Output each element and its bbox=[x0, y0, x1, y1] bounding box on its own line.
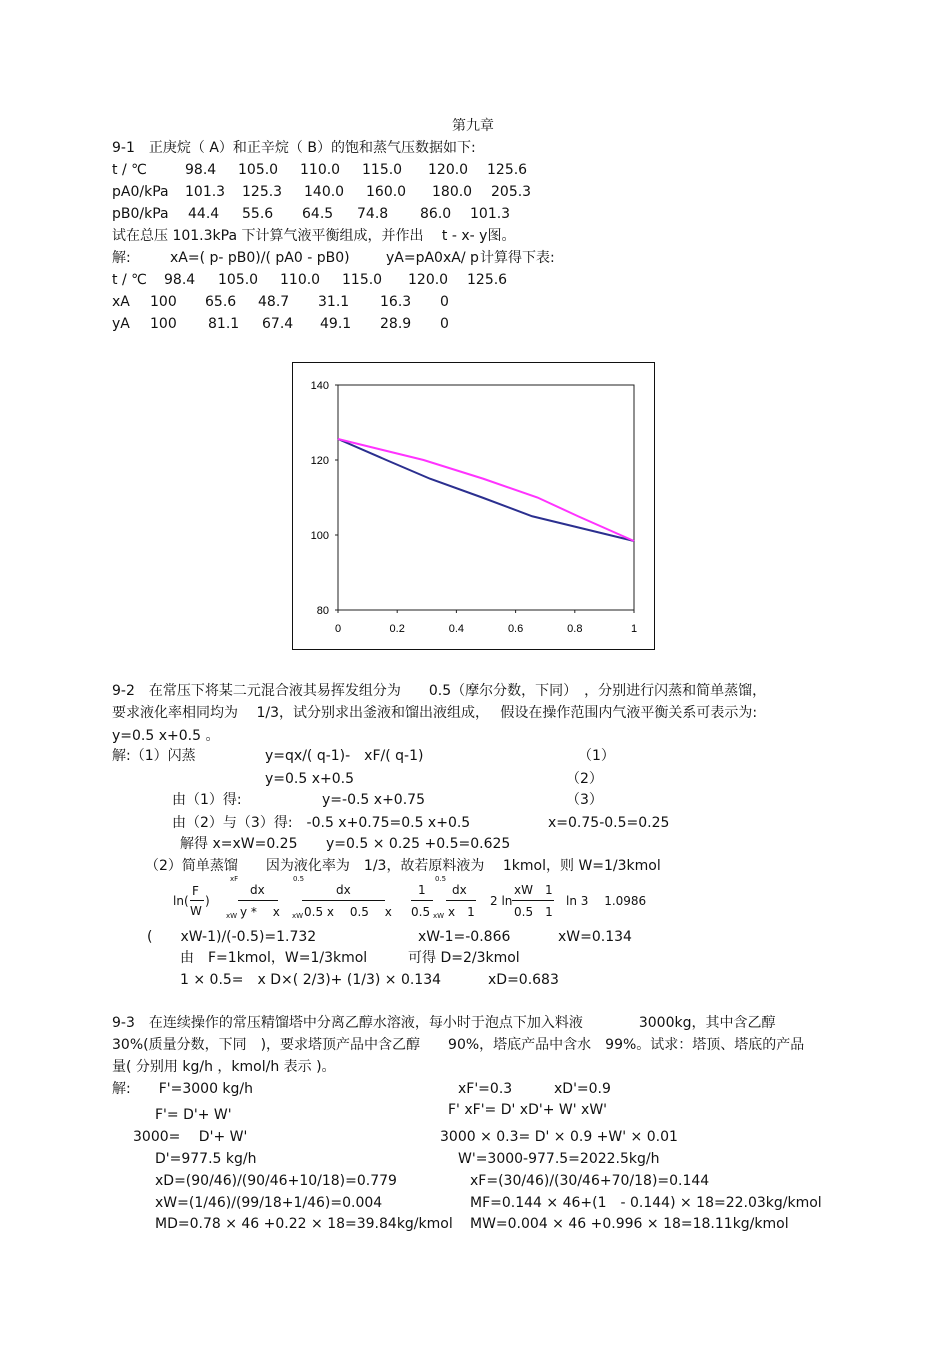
table-cell: 125.6 bbox=[487, 162, 528, 178]
xA-label: xA bbox=[112, 294, 130, 310]
table-cell: 110.0 bbox=[300, 162, 341, 178]
step-result: xW=0.134 bbox=[558, 929, 632, 945]
table-cell: 48.7 bbox=[258, 294, 290, 310]
step-result: D'=977.5 kg/h bbox=[155, 1151, 257, 1167]
step-result: MW=0.004 × 46 +0.996 × 18=18.11kg/kmol bbox=[470, 1216, 789, 1232]
integral-upper: 0.5 bbox=[435, 875, 447, 883]
x-tick-label: 1 bbox=[630, 623, 638, 635]
table-cell: 160.0 bbox=[366, 184, 407, 200]
equation-1: y=qx/( q-1)- xF/( q-1) bbox=[265, 748, 424, 764]
table-cell: 28.9 bbox=[380, 316, 412, 332]
integral-upper: 0.5 bbox=[293, 875, 305, 883]
solution-flash-label: 解:（1）闪蒸 bbox=[112, 748, 196, 764]
fraction-denominator: x 1 bbox=[448, 905, 475, 919]
x-tick-label: 0.2 bbox=[389, 623, 405, 635]
fraction-numerator: 1 bbox=[418, 883, 426, 897]
table-cell: 16.3 bbox=[380, 294, 412, 310]
table-cell: 105.0 bbox=[238, 162, 279, 178]
table-cell: 44.4 bbox=[188, 206, 220, 222]
fraction-denominator: 0.5 1 bbox=[514, 905, 553, 919]
equation: 3000= D'+ W' bbox=[133, 1129, 248, 1145]
step-result: xW-1=-0.866 bbox=[418, 929, 511, 945]
table-cell: 98.4 bbox=[164, 272, 196, 288]
solution-tail: 计算得下表: bbox=[480, 250, 555, 266]
t-label: t / ℃ bbox=[112, 272, 147, 288]
fraction-denominator: 0.5 bbox=[411, 905, 431, 919]
step-result: xW=(1/46)/(99/18+1/46)=0.004 bbox=[155, 1195, 383, 1211]
table-cell: 81.1 bbox=[208, 316, 240, 332]
fraction-bar bbox=[190, 900, 204, 901]
table-cell: 125.3 bbox=[242, 184, 283, 200]
table2-row-yA bbox=[0, 315, 950, 333]
vapor-line bbox=[338, 439, 634, 541]
equation-number: （2） bbox=[566, 771, 603, 787]
fraction-bar bbox=[302, 900, 385, 901]
step-text: xD'=0.9 bbox=[554, 1081, 611, 1097]
pA-label: pA0/kPa bbox=[112, 184, 169, 200]
step-text: 由 F=1kmol，W=1/3kmol bbox=[180, 950, 368, 966]
x-tick-label: 0.6 bbox=[507, 623, 524, 635]
table-cell: 74.8 bbox=[357, 206, 389, 222]
step-text: 由（2）与（3）得: -0.5 x+0.75=0.5 x+0.5 bbox=[172, 815, 471, 831]
table-cell: 65.6 bbox=[205, 294, 237, 310]
table-cell: 205.3 bbox=[491, 184, 532, 200]
problem-9-2-line2: 要求液化率相同均为 1/3，试分别求出釜液和馏出液组成， 假设在操作范围内气液平衡关系可表示为: bbox=[112, 705, 758, 721]
plot-area bbox=[338, 385, 634, 610]
table-cell: 0 bbox=[440, 316, 449, 332]
step-text: 解得 x=xW=0.25 bbox=[180, 836, 298, 852]
step-result: MF=0.144 × 46+(1 - 0.144) × 18=22.03kg/kmol bbox=[470, 1195, 822, 1211]
integral-upper: xF bbox=[230, 875, 239, 883]
problem-9-3-line2: 30%(质量分数，下同 )，要求塔顶产品中含乙醇 90%，塔底产品中含水 99%。试求：塔顶、塔底的产品 bbox=[112, 1037, 805, 1053]
table-cell: 115.0 bbox=[362, 162, 403, 178]
table-cell: 31.1 bbox=[318, 294, 350, 310]
integral-lower: xW bbox=[433, 912, 445, 920]
solution-formulas bbox=[0, 249, 950, 267]
table-cell: 115.0 bbox=[342, 272, 383, 288]
table2-row-t bbox=[0, 271, 950, 289]
table-cell: 49.1 bbox=[320, 316, 352, 332]
table-cell: 120.0 bbox=[408, 272, 449, 288]
step-result: y=0.5 × 0.25 +0.5=0.625 bbox=[326, 836, 511, 852]
integral-lower: xW bbox=[292, 912, 304, 920]
step-result: xD=0.683 bbox=[488, 972, 559, 988]
table-cell: 120.0 bbox=[428, 162, 469, 178]
table-cell: 55.6 bbox=[242, 206, 274, 222]
table-cell: 67.4 bbox=[262, 316, 294, 332]
problem-9-1-title: 9-1 正庚烷（ A）和正辛烷（ B）的饱和蒸气压数据如下: bbox=[112, 140, 476, 156]
step-text: xF'=0.3 bbox=[458, 1081, 513, 1097]
equation-number: （3） bbox=[566, 792, 603, 808]
formula-yA: yA=pA0xA/ p bbox=[386, 250, 479, 266]
table-cell: 64.5 bbox=[302, 206, 334, 222]
ln-open: ln( bbox=[173, 894, 189, 908]
fraction-denominator: W bbox=[190, 904, 202, 918]
fraction-numerator: xW 1 bbox=[514, 883, 553, 897]
step-result: MD=0.78 × 46 +0.22 × 18=39.84kg/kmol bbox=[155, 1216, 453, 1232]
problem-9-2-line3: y=0.5 x+0.5 。 bbox=[112, 728, 220, 744]
pB-label: pB0/kPa bbox=[112, 206, 169, 222]
problem-9-2-line1: 9-2 在常压下将某二元混合液其易挥发组分为 0.5（摩尔分数，下同） ，分别进行闪蒸和简单蒸馏， bbox=[112, 683, 767, 699]
solution-label: 解: bbox=[112, 250, 131, 266]
chapter-title: 第九章 bbox=[452, 118, 494, 134]
fraction-numerator: dx bbox=[452, 883, 467, 897]
equation-number: （1） bbox=[578, 748, 615, 764]
fraction-bar bbox=[446, 900, 476, 901]
problem-9-3-line1: 9-3 在连续操作的常压精馏塔中分离乙醇水溶液，每小时于泡点下加入料液 3000kg，其中含乙醇 bbox=[112, 1015, 776, 1031]
y-tick-label: 100 bbox=[310, 530, 329, 542]
integral-lower: xW bbox=[226, 912, 238, 920]
table-row-pB bbox=[0, 205, 950, 223]
table-cell: 140.0 bbox=[304, 184, 345, 200]
step-text: 由（1）得: bbox=[172, 792, 242, 808]
equation-2: y=0.5 x+0.5 bbox=[265, 771, 355, 787]
t-x-y-chart bbox=[292, 362, 655, 650]
table-cell: 125.6 bbox=[467, 272, 508, 288]
fraction-denominator: 0.5 x 0.5 x bbox=[304, 905, 392, 919]
y-tick-label: 80 bbox=[316, 605, 329, 617]
equation: F' xF'= D' xD'+ W' xW' bbox=[448, 1102, 608, 1118]
fraction-numerator: dx bbox=[336, 883, 351, 897]
table-row-t bbox=[0, 161, 950, 179]
yA-label: yA bbox=[112, 316, 130, 332]
x-tick-label: 0.4 bbox=[448, 623, 465, 635]
table-cell: 100 bbox=[150, 316, 177, 332]
y-tick-label: 120 bbox=[310, 455, 329, 467]
table-cell: 101.3 bbox=[470, 206, 511, 222]
table-cell: 98.4 bbox=[185, 162, 217, 178]
step-result: xF=(30/46)/(30/46+70/18)=0.144 bbox=[470, 1173, 710, 1189]
equation-3: y=-0.5 x+0.75 bbox=[322, 792, 425, 808]
y-tick-label: 140 bbox=[310, 380, 329, 392]
problem-9-3-line3: 量( 分别用 kg/h ，kmol/h 表示 )。 bbox=[112, 1059, 336, 1075]
table-cell: 110.0 bbox=[280, 272, 321, 288]
fraction-numerator: dx bbox=[250, 883, 265, 897]
step-result: xD=(90/46)/(90/46+10/18)=0.779 bbox=[155, 1173, 397, 1189]
ln3-result: ln 3 1.0986 bbox=[566, 894, 647, 908]
fraction-bar bbox=[512, 900, 554, 901]
step-result: x=0.75-0.5=0.25 bbox=[548, 815, 670, 831]
x-tick-label: 0.8 bbox=[567, 623, 583, 635]
t-label: t / ℃ bbox=[112, 162, 147, 178]
fraction-bar bbox=[411, 900, 433, 901]
fraction-denominator: y * x bbox=[240, 905, 280, 919]
table2-row-xA bbox=[0, 293, 950, 311]
fraction-numerator: F bbox=[192, 884, 199, 898]
fraction-bar bbox=[238, 900, 278, 901]
table-cell: 105.0 bbox=[218, 272, 259, 288]
step-result: 可得 D=2/3kmol bbox=[408, 950, 520, 966]
paren-close: ) bbox=[205, 894, 210, 908]
step-text: 1 × 0.5= x D×( 2/3)+ (1/3) × 0.134 bbox=[180, 972, 442, 988]
step-result: W'=3000-977.5=2022.5kg/h bbox=[458, 1151, 660, 1167]
solution-simple-distillation: （2）简单蒸馏 因为液化率为 1/3，故若原料液为 1kmol，则 W=1/3kmol bbox=[145, 858, 661, 874]
equation: 3000 × 0.3= D' × 0.9 +W' × 0.01 bbox=[440, 1129, 678, 1145]
equation: F'= D'+ W' bbox=[155, 1107, 232, 1123]
two-ln: 2 ln bbox=[490, 894, 513, 908]
formula-xA: xA=( p- pB0)/( pA0 - pB0) bbox=[170, 250, 350, 266]
question-9-1: 试在总压 101.3kPa 下计算气液平衡组成，并作出 t - x- y图。 bbox=[112, 228, 516, 244]
x-tick-label: 0 bbox=[334, 623, 342, 635]
table-cell: 180.0 bbox=[432, 184, 473, 200]
table-cell: 100 bbox=[150, 294, 177, 310]
table-cell: 101.3 bbox=[185, 184, 226, 200]
table-cell: 86.0 bbox=[420, 206, 452, 222]
chart-svg bbox=[293, 363, 656, 651]
liquid-line bbox=[338, 439, 634, 541]
table-row-pA bbox=[0, 183, 950, 201]
step-result: ( xW-1)/(-0.5)=1.732 bbox=[147, 929, 317, 945]
step-text: 解: F'=3000 kg/h bbox=[112, 1081, 254, 1097]
table-cell: 0 bbox=[440, 294, 449, 310]
